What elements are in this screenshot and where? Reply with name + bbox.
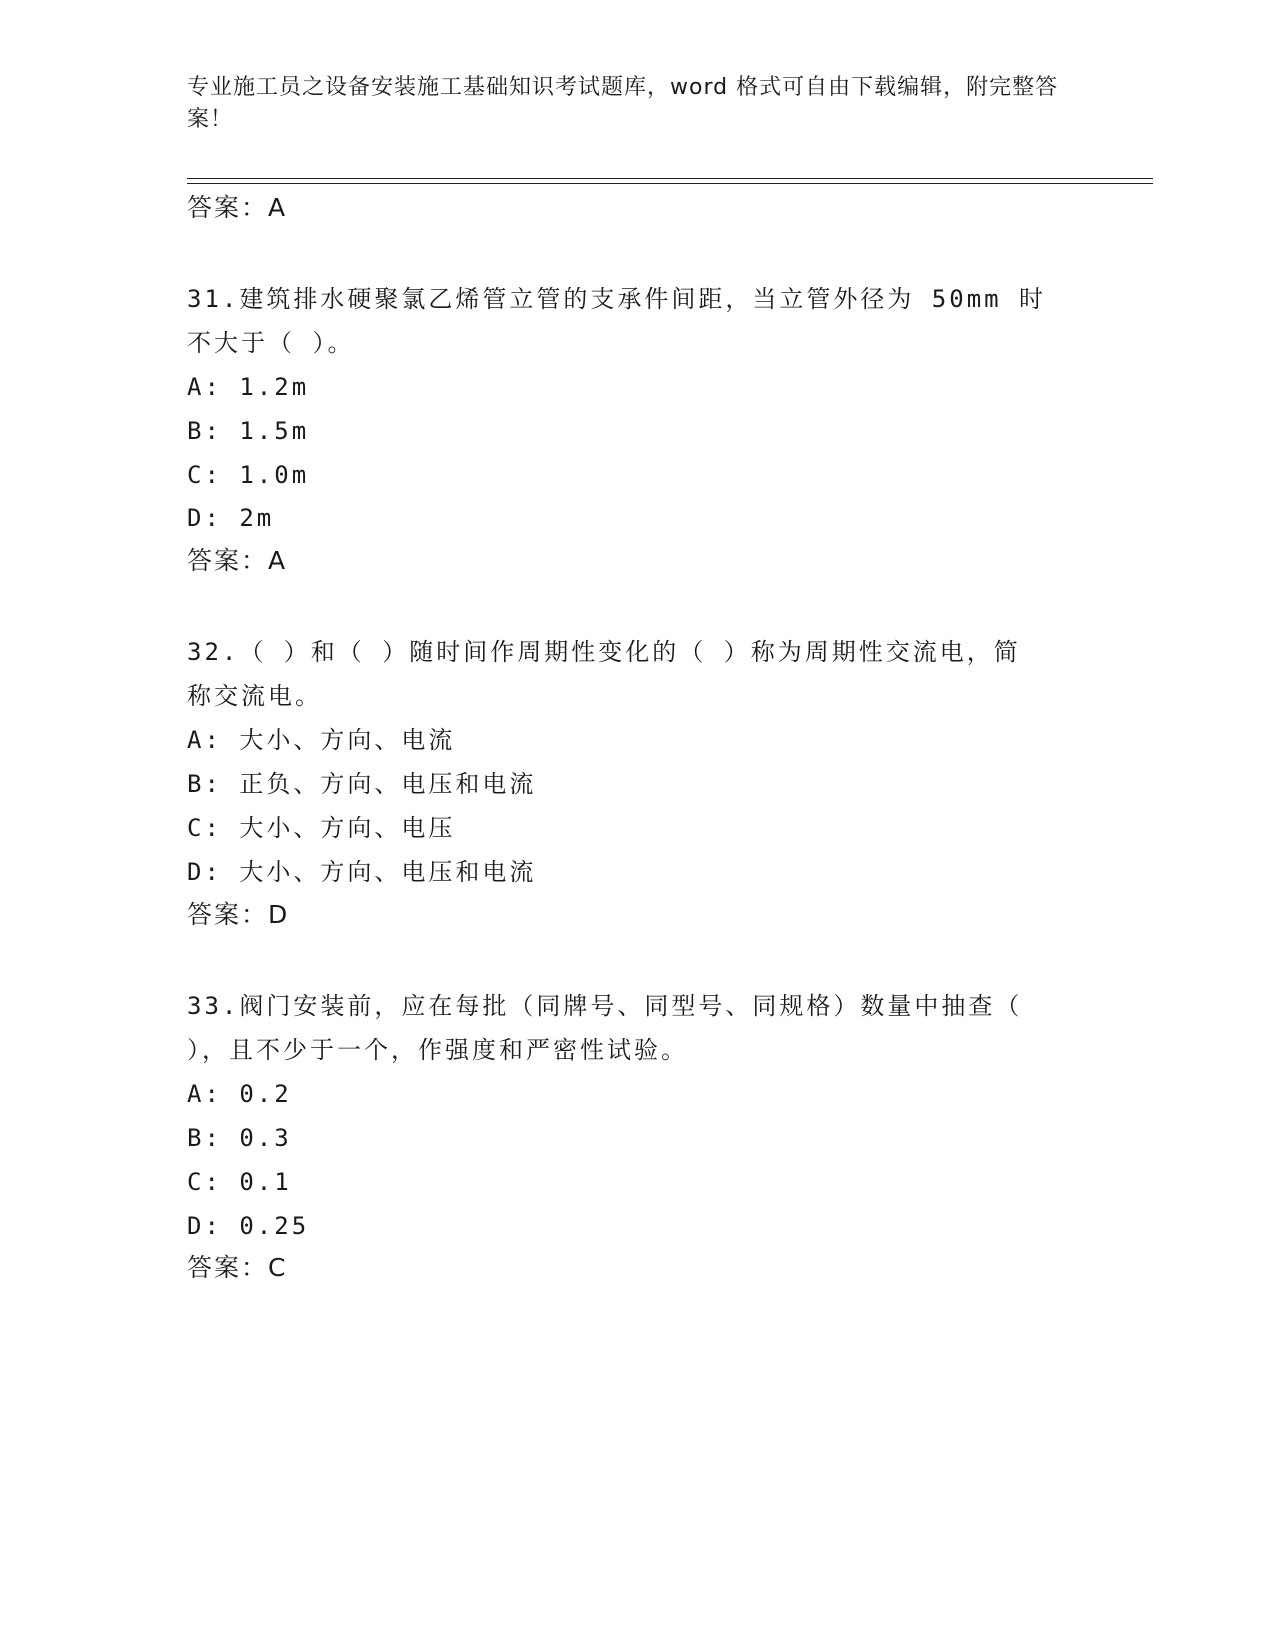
question-31-stem-line1: 31.建筑排水硬聚氯乙烯管立管的支承件间距，当立管外径为 50mm 时 [187, 285, 1047, 313]
header-rule-top [187, 178, 1153, 179]
question-33-option-a: A: 0.2 [187, 1080, 292, 1108]
question-31-option-c: C: 1.0m [187, 461, 310, 489]
question-33-option-c: C: 0.1 [187, 1168, 292, 1196]
question-32-option-c: C: 大小、方向、电压 [187, 814, 456, 842]
question-33-option-b: B: 0.3 [187, 1124, 292, 1152]
question-32-option-d: D: 大小、方向、电压和电流 [187, 858, 537, 886]
question-33-option-d: D: 0.25 [187, 1212, 310, 1240]
question-32-stem-line2: 称交流电。 [187, 682, 322, 710]
question-32-option-b: B: 正负、方向、电压和电流 [187, 770, 537, 798]
question-33-stem-line1: 33.阀门安装前，应在每批（同牌号、同型号、同规格）数量中抽查（ [187, 992, 1023, 1020]
question-31-answer: 答案：A [187, 546, 288, 575]
question-31-option-d: D: 2m [187, 504, 275, 532]
question-32-option-a: A: 大小、方向、电流 [187, 726, 456, 754]
question-31-stem-line2: 不大于（ ）。 [187, 329, 355, 357]
question-33-answer: 答案：C [187, 1253, 288, 1282]
previous-answer: 答案：A [187, 193, 288, 222]
question-31-option-b: B: 1.5m [187, 417, 310, 445]
document-header: 专业施工员之设备安装施工基础知识考试题库，word 格式可自由下载编辑，附完整答案！ [187, 75, 1059, 132]
question-32-answer: 答案：D [187, 900, 290, 929]
question-33-stem-line2: ），且不少于一个，作强度和严密性试验。 [187, 1036, 688, 1064]
question-32-stem-line1: 32.（ ）和（ ）随时间作周期性变化的（ ）称为周期性交流电，简 [187, 638, 1021, 666]
question-31-option-a: A: 1.2m [187, 373, 310, 401]
header-rule-bottom [187, 183, 1153, 184]
